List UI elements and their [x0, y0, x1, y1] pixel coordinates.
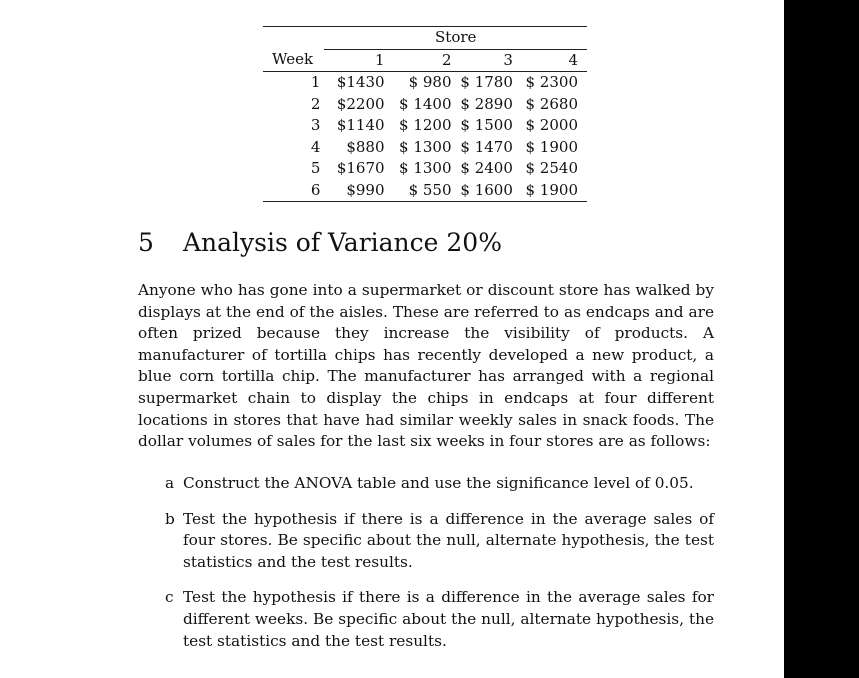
week-cell: 2	[310, 94, 321, 113]
sales-cell: $ 1780	[460, 73, 513, 91]
table-header-row	[263, 27, 587, 50]
body-paragraph: Anyone who has gone into a supermarket or discount store has walked by displays at the end of the aisles. These are referred to as endcaps and are often prized because they increase the visibility of products. A manufacturer of tortilla chips has recently developed a new product, a blue corn tortilla chip. The manufacturer has arranged with a regional supermarket chain to display the chips in endcaps at four different locations in stores that have had similar weekly sales in snack foods. The dollar volumes of sales for the last six weeks in four stores are as follows:	[138, 281, 714, 451]
table-row	[263, 158, 587, 180]
sales-cell: $2200	[336, 94, 385, 113]
store-number: 1	[324, 49, 394, 72]
section-title: Analysis of Variance 20%	[183, 228, 502, 257]
sales-cell: $ 1600	[455, 180, 517, 202]
item-label: c	[165, 588, 174, 607]
sales-cell: $ 1400	[399, 94, 452, 113]
sales-cell: $990	[324, 180, 394, 202]
sales-cell: $ 1300	[399, 137, 452, 156]
week-cell: 5	[310, 159, 321, 177]
sales-cell: $1430	[336, 73, 385, 91]
item-label: b	[165, 509, 175, 528]
table-subheader-row	[263, 49, 587, 72]
sales-cell: $ 2400	[460, 159, 513, 177]
store-number: 3	[455, 49, 517, 72]
table-row	[263, 94, 587, 116]
item-text: Test the hypothesis if there is a difference in the average sales of four stores. Be specific about the null, alternate hypothesis, the test statistics and the test results.	[183, 509, 714, 571]
item-label: a	[165, 474, 175, 492]
section-heading	[138, 228, 502, 257]
week-cell: 6	[263, 180, 324, 202]
table-row	[263, 180, 587, 202]
week-cell: 4	[310, 137, 321, 156]
table-row	[263, 72, 587, 94]
table-row	[263, 137, 587, 159]
store-header: Store	[324, 27, 587, 50]
item-text: Construct the ANOVA table and use the significance level of 0.05.	[183, 474, 694, 492]
list-item	[138, 587, 714, 652]
sales-table	[263, 26, 587, 202]
store-number: 4	[517, 49, 587, 72]
sales-cell: $1670	[336, 159, 385, 177]
sales-cell: $ 1500	[460, 116, 513, 134]
list-item	[138, 473, 714, 495]
sales-cell: $ 2680	[525, 94, 578, 113]
sales-cell: $ 1900	[517, 180, 587, 202]
sales-cell: $ 2890	[460, 94, 513, 113]
sales-cell: $ 980	[408, 73, 452, 91]
item-text: Test the hypothesis if there is a difference in the average sales for different weeks. Be specific about the null, alternate hypothesis, the test statistics and the test results.	[183, 588, 714, 650]
section-number: 5	[138, 228, 154, 257]
sales-cell: $ 2300	[525, 73, 578, 91]
sales-cell: $ 1900	[525, 137, 578, 156]
table-row	[263, 115, 587, 137]
sales-cell: $ 1470	[460, 137, 513, 156]
sales-cell: $ 550	[395, 180, 455, 202]
week-cell: 1	[310, 73, 321, 91]
list-item	[138, 509, 714, 574]
sales-cell: $ 1200	[399, 116, 452, 134]
sales-cell: $ 1300	[399, 159, 452, 177]
sales-cell: $ 2000	[525, 116, 578, 134]
question-list	[138, 473, 714, 666]
sales-cell: $ 2540	[525, 159, 578, 177]
store-number: 2	[395, 49, 455, 72]
sales-cell: $1140	[336, 116, 385, 134]
week-header: Week	[263, 49, 324, 72]
sales-cell: $880	[346, 137, 385, 156]
dark-side-panel	[784, 0, 859, 678]
week-cell: 3	[310, 116, 321, 134]
